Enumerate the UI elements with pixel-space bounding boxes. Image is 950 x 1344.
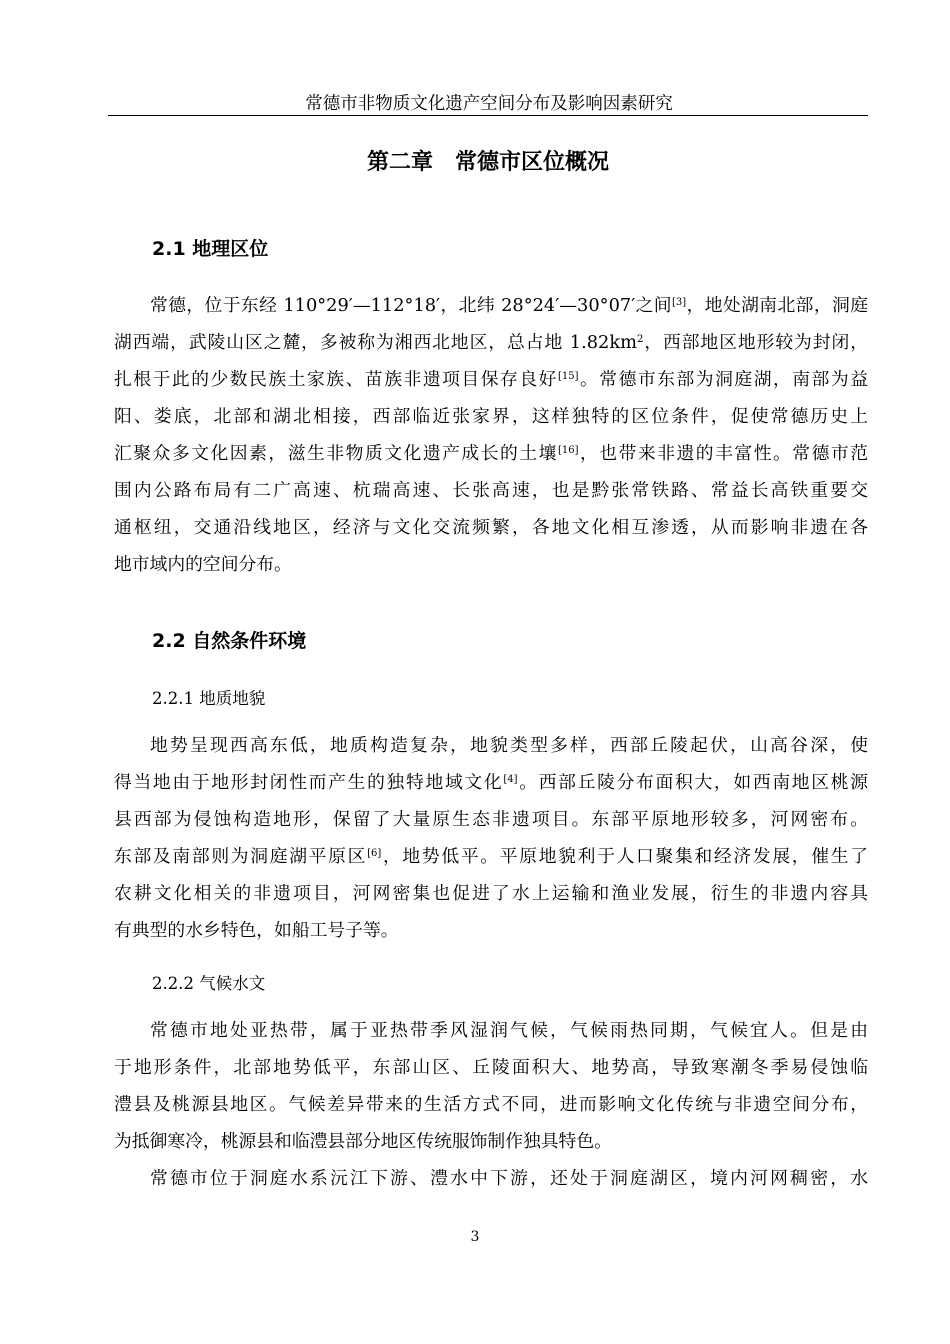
text-run: 湖西端，武陵山区之麓，多被称为湘西北地区，总占地 1.82km — [114, 332, 638, 353]
text-run: 扎根于此的少数民族土家族、苗族非遗项目保存良好 — [114, 369, 558, 390]
page-number: 3 — [470, 1229, 480, 1245]
text-line: 于地形条件，北部地势低平，东部山区、丘陵面积大、地势高，导致寒潮冬季易侵蚀临 — [114, 1057, 868, 1078]
paragraph-hydrology-continued — [114, 1160, 868, 1197]
text-run: 汇聚众多文化因素，滋生非物质文化遗产成长的土壤 — [114, 443, 558, 464]
citation-ref: [16] — [557, 445, 579, 456]
running-header: 常德市非物质文化遗产空间分布及影响因素研究 — [305, 94, 673, 114]
section-heading-2-2: 2.2 自然条件环境 — [152, 630, 307, 652]
text-line: 阳、娄底，北部和湖北相接，西部临近张家界，这样独特的区位条件，促使常德历史上 — [114, 406, 868, 427]
paragraph-geographic-location — [114, 287, 868, 583]
text-run: 。常德市东部为洞庭湖，南部为益 — [578, 369, 868, 390]
text-run: 东部及南部则为洞庭湖平原区 — [114, 846, 368, 867]
text-run: 常德，位于东经 110°29′—112°18′，北纬 28°24′—30°07′之间 — [150, 295, 672, 316]
text-line — [114, 361, 868, 398]
text-line: 为抵御寒冷，桃源县和临澧县部分地区传统服饰制作独具特色。 — [114, 1131, 612, 1152]
text-line: 有典型的水乡特色，如船工号子等。 — [114, 920, 399, 941]
text-line: 地市域内的空间分布。 — [114, 554, 292, 575]
paragraph-climate-hydrology — [114, 1012, 868, 1160]
citation-ref: [3] — [672, 297, 687, 308]
text-line: 地势呈现西高东低，地质构造复杂，地貌类型多样，西部丘陵起伏，山高谷深，使 — [150, 735, 868, 756]
chapter-title: 第二章 常德市区位概况 — [366, 150, 609, 175]
text-line: 县西部为侵蚀构造地形，保留了大量原生态非遗项目。东部平原地形较多，河网密布。 — [114, 809, 868, 830]
text-line — [114, 764, 868, 801]
text-line: 通枢纽，交通沿线地区，经济与文化交流频繁，各地文化相互渗透，从而影响非遗在各 — [114, 517, 868, 538]
text-run: ，西部地区地形较为封闭， — [643, 332, 868, 353]
text-line: 常德市位于洞庭水系沅江下游、澧水中下游，还处于洞庭湖区，境内河网稠密，水 — [150, 1168, 868, 1189]
text-run: ，地处湖南北部，洞庭 — [686, 295, 868, 316]
text-line — [114, 287, 868, 324]
citation-ref: [4] — [503, 774, 518, 785]
text-line: 围内公路布局有二广高速、杭瑞高速、长张高速，也是黔张常铁路、常益长高铁重要交 — [114, 480, 868, 501]
text-line: 常德市地处亚热带，属于亚热带季风湿润气候，气候雨热同期，气候宜人。但是由 — [150, 1020, 868, 1041]
text-run: 。西部丘陵分布面积大，如西南地区桃源 — [517, 772, 868, 793]
text-run: ，地势低平。平原地貌利于人口聚集和经济发展，催生了 — [381, 846, 868, 867]
text-line — [114, 324, 868, 361]
citation-ref: [15] — [557, 371, 579, 382]
text-line: 农耕文化相关的非遗项目，河网密集也促进了水上运输和渔业发展，衍生的非遗内容具 — [114, 883, 868, 904]
text-run: 得当地由于地形封闭性而产生的独特地域文化 — [114, 772, 504, 793]
superscript: 2 — [637, 334, 644, 345]
citation-ref: [6] — [367, 848, 382, 859]
text-run: ，也带来非遗的丰富性。常德市范 — [578, 443, 868, 464]
header-rule — [108, 115, 868, 116]
text-line — [114, 435, 868, 472]
subsection-heading-2-2-1: 2.2.1 地质地貌 — [152, 689, 266, 708]
paragraph-geology-landform — [114, 727, 868, 949]
section-heading-2-1: 2.1 地理区位 — [152, 238, 269, 260]
text-line: 澧县及桃源县地区。气候差异带来的生活方式不同，进而影响文化传统与非遗空间分布， — [114, 1094, 868, 1115]
subsection-heading-2-2-2: 2.2.2 气候水文 — [152, 974, 266, 993]
text-line — [114, 838, 868, 875]
